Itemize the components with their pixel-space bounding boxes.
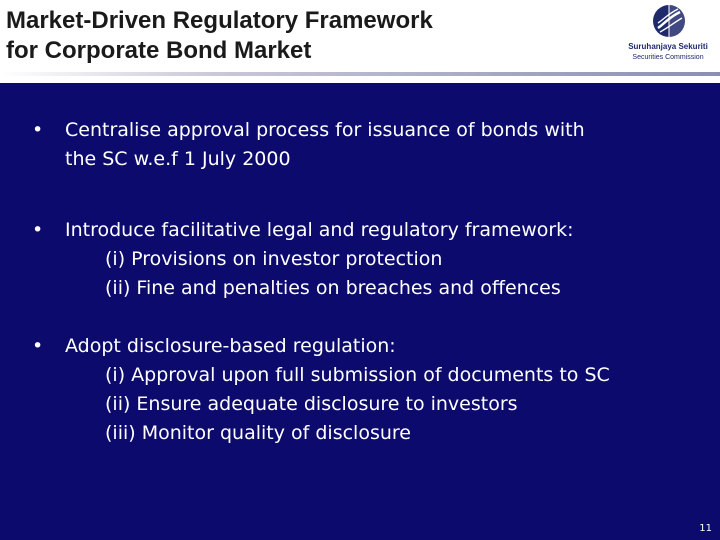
bullet-item	[32, 332, 692, 448]
sub-item: (ii) Fine and penalties on breaches and offences	[105, 277, 561, 299]
slide-title	[6, 6, 433, 66]
sub-item: (i) Approval upon full submission of documents to SC	[105, 364, 610, 386]
bullet-line: Centralise approval process for issuance of bonds with	[65, 119, 585, 141]
bullet-dot: •	[32, 119, 44, 141]
bullet-line: Introduce facilitative legal and regulatory framework:	[65, 219, 574, 241]
logo-subtitle: Securities Commission	[632, 54, 704, 61]
bullet-line: Adopt disclosure-based regulation:	[65, 335, 396, 357]
bullet-line: the SC w.e.f 1 July 2000	[65, 148, 291, 170]
bullet-dot: •	[32, 335, 44, 357]
slide-header	[0, 0, 720, 83]
bullet-dot: •	[32, 219, 44, 241]
bullet-text	[65, 116, 692, 174]
slide-title-line-1: Market-Driven Regulatory Framework	[6, 7, 433, 34]
page-number: 11	[699, 523, 712, 534]
slide-title-line-2: for Corporate Bond Market	[6, 37, 312, 64]
bullet-item	[32, 116, 692, 174]
slide-body	[0, 83, 720, 540]
header-divider	[0, 72, 720, 76]
securities-commission-logo	[620, 4, 716, 66]
sub-item: (ii) Ensure adequate disclosure to investors	[105, 393, 518, 415]
sub-item: (iii) Monitor quality of disclosure	[105, 422, 411, 444]
bullet-text	[65, 332, 692, 448]
sub-item: (i) Provisions on investor protection	[105, 248, 443, 270]
securities-commission-logo-icon	[652, 4, 686, 38]
logo-name: Suruhanjaya Sekuriti	[628, 42, 708, 51]
bullet-item	[32, 216, 692, 303]
bullet-text	[65, 216, 692, 303]
